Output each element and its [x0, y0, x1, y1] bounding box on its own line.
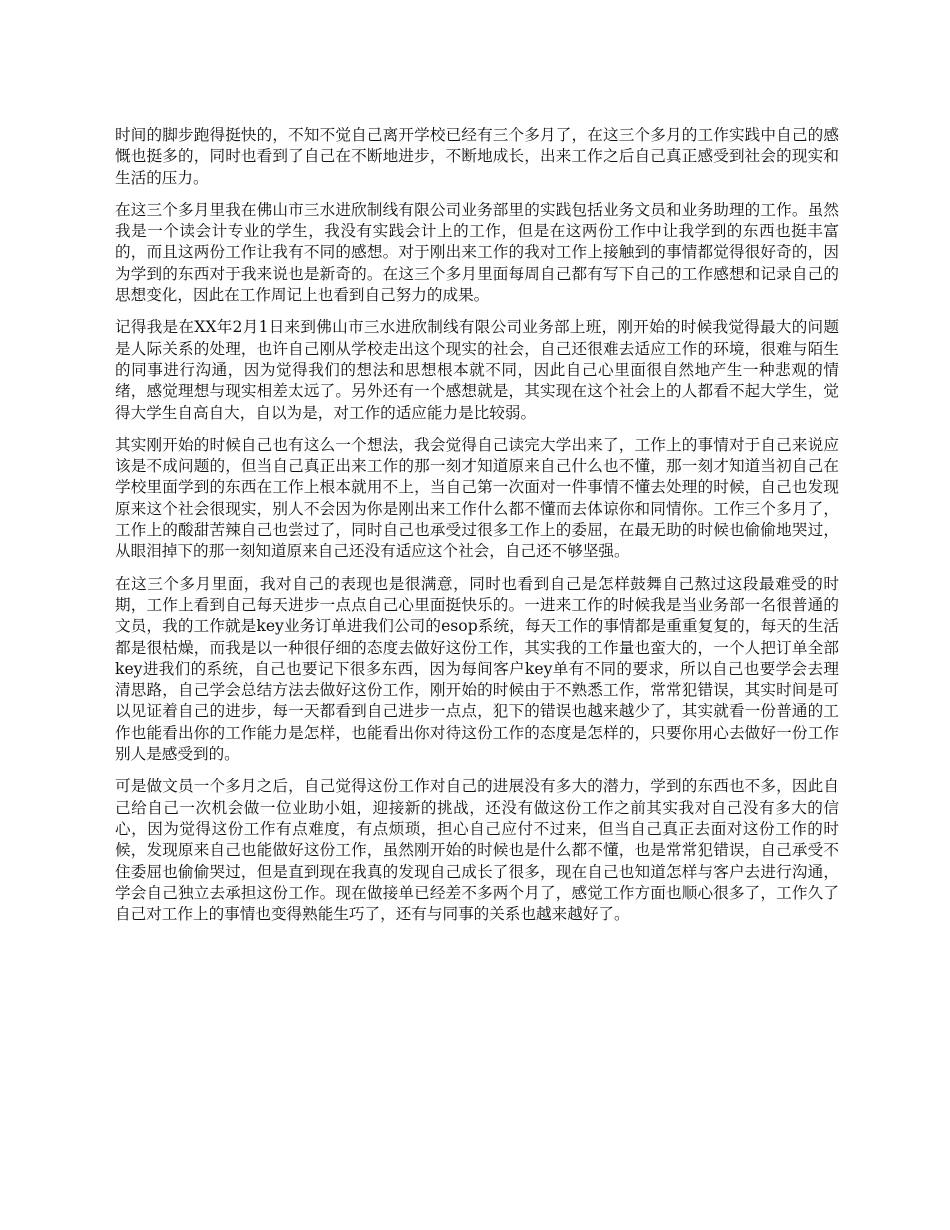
paragraph-5: 在这三个多月里面，我对自己的表现也是很满意，同时也看到自己是怎样鼓舞自己熬过这段最难受的时期，工作上看到自己每天进步一点点自己心里面挺快乐的。一进来工作的时候我是当业务部一名很普通的文员，我的工作就是key业务订单进我们公司的esop系统，每天工作的事情都是重重复复的，每天的生活都是很枯燥，而我是以一种很仔细的态度去做好这份工作，其实我的工作量也蛮大的，一个人把订单全部key进我们的系统，自己也要记下很多东西，因为每间客户key单有不同的要求，所以自己也要学会去理清思路，自己学会总结方法去做好这份工作，刚开始的时候由于不熟悉工作，常常犯错误，其实时间是可以见证着自己的进步，每一天都看到自己进步一点点，犯下的错误也越来越少了，其实就看一份普通的工作也能看出你的工作能力是怎样，也能看出你对待这份工作的态度是怎样的，只要你用心去做好一份工作别人是感受到的。 — [115, 574, 839, 764]
paragraph-3: 记得我是在XX年2月1日来到佛山市三水进欣制线有限公司业务部上班，刚开始的时候我觉得最大的问题是人际关系的处理，也许自己刚从学校走出这个现实的社会，自己还很难去适应工作的环境，很难与陌生的同事进行沟通，因为觉得我们的想法和思想根本就不同，因此自己心里面很自然地产生一种悲观的情绪，感觉理想与现实相差太远了。另外还有一个感想就是，其实现在这个社会上的人都看不起大学生，觉得大学生自高自大，自以为是，对工作的适应能力是比较弱。 — [115, 318, 839, 422]
paragraph-1: 时间的脚步跑得挺快的，不知不觉自己离开学校已经有三个多月了，在这三个多月的工作实践中自己的感慨也挺多的，同时也看到了自己在不断地进步，不断地成长，出来工作之后自己真正感受到社会的现实和生活的压力。 — [115, 126, 839, 187]
paragraph-6: 可是做文员一个多月之后，自己觉得这份工作对自己的进展没有多大的潜力，学到的东西也不多，因此自己给自己一次机会做一位业助小姐，迎接新的挑战，还没有做这份工作之前其实我对自己没有多大的信心，因为觉得这份工作有点难度，有点烦琐，担心自己应付不过来，但当自己真正去面对这份工作的时候，发现原来自己也能做好这份工作，虽然刚开始的时候也是什么都不懂，也是常常犯错误，自己承受不住委屈也偷偷哭过，但是直到现在我真的发现自己成长了很多，现在自己也知道怎样与客户去进行沟通，学会自己独立去承担这份工作。现在做接单已经差不多两个月了，感觉工作方面也顺心很多了，工作久了自己对工作上的事情也变得熟能生巧了，还有与同事的关系也越来越好了。 — [115, 777, 839, 924]
document-body — [115, 125, 839, 936]
paragraph-2: 在这三个多月里我在佛山市三水进欣制线有限公司业务部里的实践包括业务文员和业务助理的工作。虽然我是一个读会计专业的学生，我没有实践会计上的工作，但是在这两份工作中让我学到的东西也挺丰富的，而且这两份工作让我有不同的感想。对于刚出来工作的我对工作上接触到的事情都觉得很好奇的，因为学到的东西对于我来说也是新奇的。在这三个多月里面每周自己都有写下自己的工作感想和记录自己的思想变化，因此在工作周记上也看到自己努力的成果。 — [115, 200, 839, 305]
paragraph-4: 其实刚开始的时候自己也有这么一个想法，我会觉得自己读完大学出来了，工作上的事情对于自己来说应该是不成问题的，但当自己真正出来工作的那一刻才知道原来自己什么也不懂，那一刻才知道当初自己在学校里面学到的东西在工作上根本就用不上，当自己第一次面对一件事情不懂去处理的时候，自己也发现原来这个社会很现实，别人不会因为你是刚出来工作什么都不懂而去体谅你和同情你。工作三个多月了，工作上的酸甜苦辣自己也尝过了，同时自己也承受过很多工作上的委屈，在最无助的时候也偷偷地哭过，从眼泪掉下的那一刻知道原来自己还没有适应这个社会，自己还不够坚强。 — [115, 435, 839, 561]
